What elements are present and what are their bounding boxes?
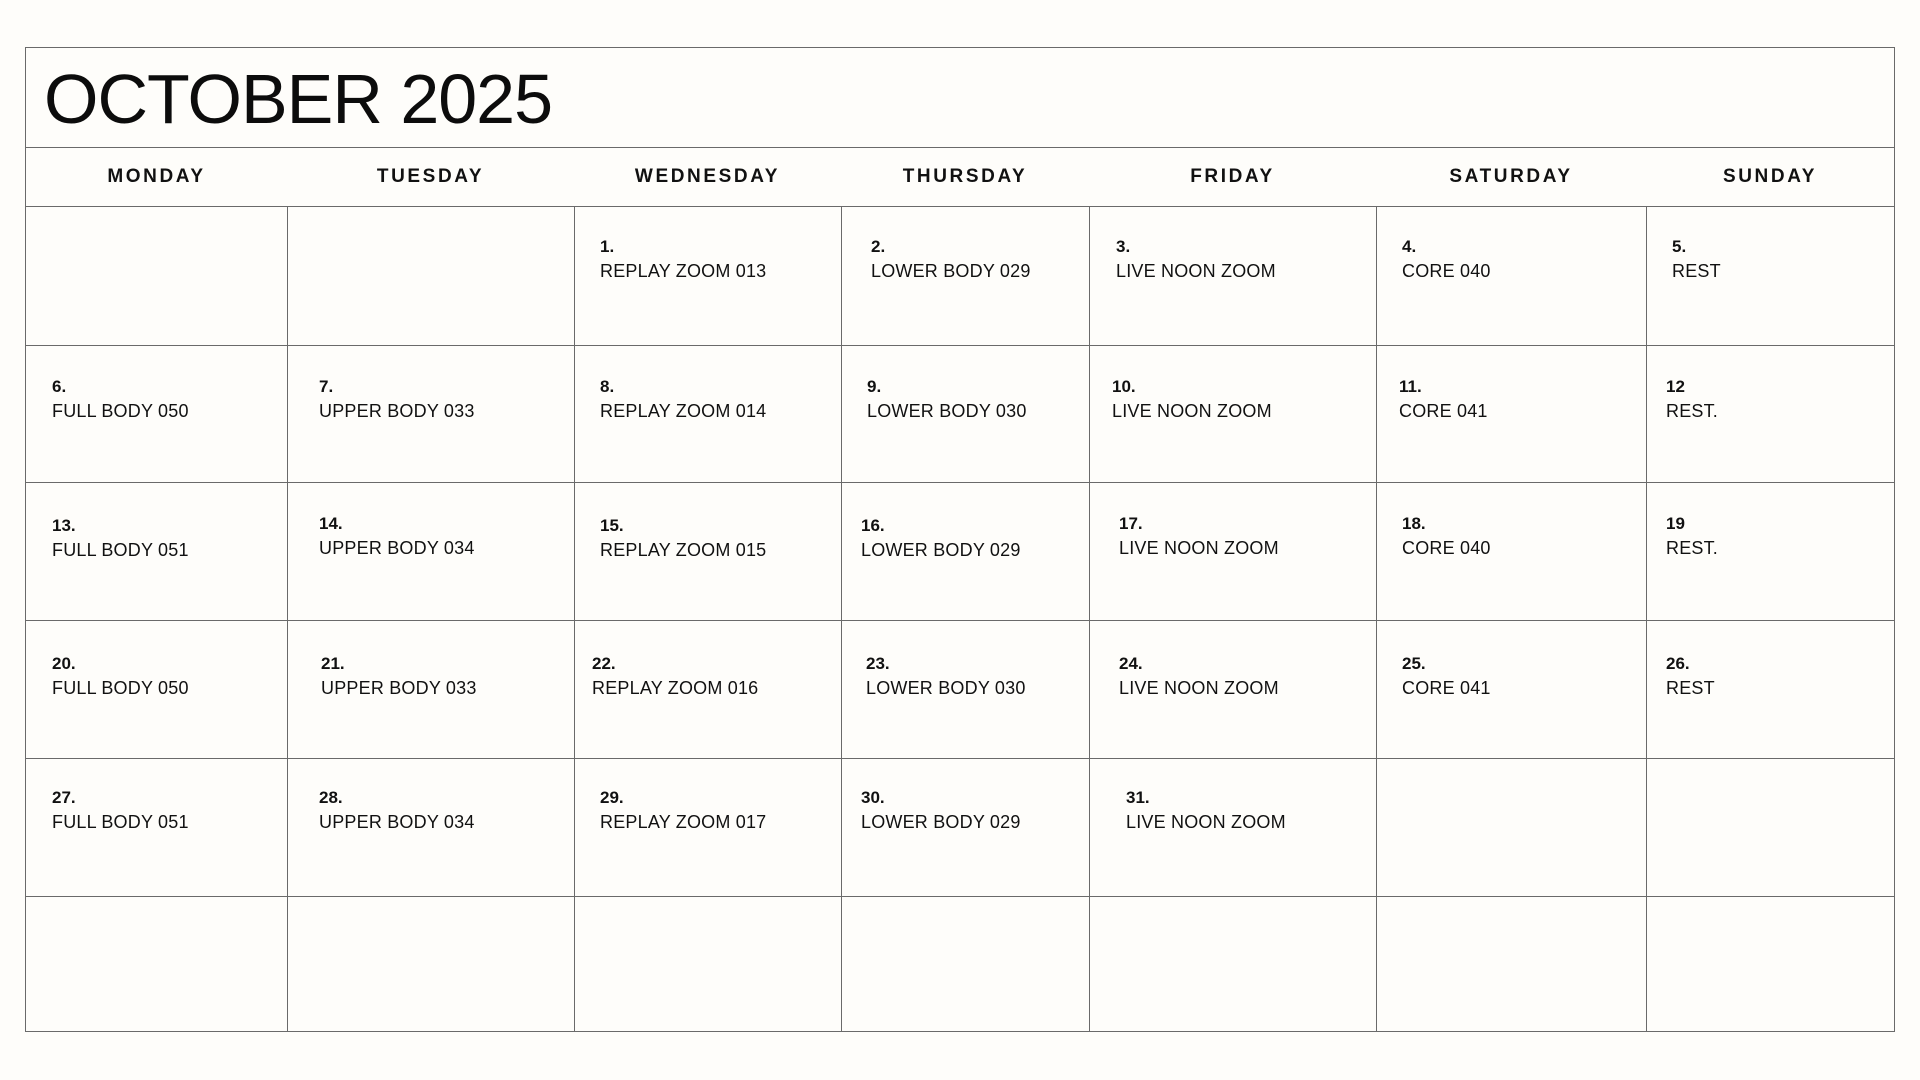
day-number: 15. — [600, 516, 624, 536]
workout-label: REST. — [1666, 538, 1719, 559]
weekday-thursday: THURSDAY — [902, 166, 1028, 187]
workout-label: LIVE NOON ZOOM — [1126, 811, 1286, 832]
day-number: 27. — [52, 787, 76, 807]
day-number: 4. — [1402, 237, 1417, 256]
day-cell[interactable] — [287, 345, 574, 483]
workout-label: FULL BODY 050 — [52, 678, 189, 699]
day-cell[interactable] — [287, 896, 574, 1034]
day-number: 20. — [52, 654, 76, 674]
day-cell[interactable] — [26, 482, 287, 620]
day-cell[interactable] — [1376, 896, 1646, 1034]
day-cell[interactable] — [1089, 896, 1376, 1034]
day-cell[interactable] — [1376, 620, 1646, 758]
day-number: 16. — [861, 516, 885, 536]
day-cell[interactable] — [574, 482, 841, 620]
day-cell[interactable] — [1089, 345, 1376, 483]
weekday-wednesday: WEDNESDAY — [634, 166, 781, 187]
workout-label: REPLAY ZOOM 017 — [600, 811, 767, 832]
day-cell[interactable] — [1646, 482, 1894, 620]
day-number: 21. — [321, 654, 345, 674]
workout-label: LOWER BODY 029 — [861, 811, 1021, 832]
workout-label: FULL BODY 051 — [52, 811, 189, 832]
day-number: 7. — [319, 376, 334, 396]
workout-label: UPPER BODY 034 — [319, 811, 475, 832]
workout-label: CORE 041 — [1399, 400, 1488, 421]
workout-label: LIVE NOON ZOOM — [1116, 261, 1276, 281]
weekday-monday: MONDAY — [107, 166, 206, 187]
weekday-sunday: SUNDAY — [1722, 166, 1818, 187]
day-cell[interactable] — [287, 482, 574, 620]
day-cell[interactable] — [574, 345, 841, 483]
day-number: 11. — [1399, 376, 1422, 396]
day-cell[interactable] — [1376, 345, 1646, 483]
weekday-saturday: SATURDAY — [1449, 166, 1573, 187]
workout-label: REPLAY ZOOM 015 — [600, 540, 767, 561]
day-number: 19 — [1666, 514, 1685, 534]
day-number: 31. — [1126, 787, 1150, 807]
day-number: 22. — [592, 654, 616, 674]
day-cell[interactable] — [1089, 207, 1376, 345]
workout-label: REPLAY ZOOM 016 — [592, 678, 759, 699]
workout-label: CORE 040 — [1402, 261, 1491, 281]
day-cell[interactable] — [26, 896, 287, 1034]
workout-label: CORE 041 — [1402, 678, 1491, 699]
day-number: 12 — [1666, 376, 1685, 396]
workout-label: CORE 040 — [1402, 538, 1491, 559]
day-cell[interactable] — [574, 758, 841, 896]
day-cell[interactable] — [841, 207, 1089, 345]
day-number: 10. — [1112, 376, 1136, 396]
day-number: 5. — [1672, 237, 1687, 256]
day-cell[interactable] — [26, 758, 287, 896]
workout-label: REST — [1672, 261, 1721, 281]
day-cell[interactable] — [1646, 896, 1894, 1034]
workout-label: UPPER BODY 034 — [319, 538, 475, 559]
day-cell[interactable] — [287, 207, 574, 345]
day-cell[interactable] — [841, 620, 1089, 758]
day-number: 3. — [1116, 237, 1131, 256]
day-cell[interactable] — [1646, 345, 1894, 483]
workout-label: LOWER BODY 030 — [867, 400, 1027, 421]
calendar-grid — [26, 207, 1894, 1031]
day-number: 25. — [1402, 654, 1426, 674]
day-number: 18. — [1402, 514, 1426, 534]
day-cell[interactable] — [841, 345, 1089, 483]
workout-label: LOWER BODY 029 — [861, 540, 1021, 561]
day-cell[interactable] — [1376, 482, 1646, 620]
day-number: 30. — [861, 787, 885, 807]
day-cell[interactable] — [1089, 758, 1376, 896]
workout-label: UPPER BODY 033 — [321, 678, 477, 699]
day-cell[interactable] — [841, 482, 1089, 620]
day-cell[interactable] — [1089, 482, 1376, 620]
workout-label: REST. — [1666, 400, 1719, 421]
workout-label: LOWER BODY 029 — [871, 261, 1031, 281]
workout-label: REPLAY ZOOM 014 — [600, 400, 767, 421]
day-cell[interactable] — [1376, 207, 1646, 345]
workout-label: LIVE NOON ZOOM — [1112, 400, 1272, 421]
weekday-tuesday: TUESDAY — [376, 166, 485, 187]
workout-label: FULL BODY 051 — [52, 540, 189, 561]
day-cell[interactable] — [1376, 758, 1646, 896]
day-cell[interactable] — [1646, 758, 1894, 896]
day-number: 1. — [600, 237, 615, 256]
day-cell[interactable] — [1089, 620, 1376, 758]
day-cell[interactable] — [574, 207, 841, 345]
day-cell[interactable] — [287, 620, 574, 758]
calendar — [25, 47, 1895, 1032]
day-number: 8. — [600, 376, 615, 396]
day-number: 13. — [52, 516, 76, 536]
day-number: 26. — [1666, 654, 1690, 674]
page-title: OCTOBER 2025 — [44, 60, 553, 138]
workout-label: REST — [1666, 678, 1715, 699]
day-cell[interactable] — [1646, 207, 1894, 345]
workout-label: UPPER BODY 033 — [319, 400, 475, 421]
day-cell[interactable] — [26, 345, 287, 483]
day-cell[interactable] — [574, 620, 841, 758]
day-number: 28. — [319, 787, 343, 807]
day-number: 17. — [1119, 514, 1143, 534]
day-cell[interactable] — [841, 758, 1089, 896]
day-number: 23. — [866, 654, 890, 674]
day-number: 2. — [871, 237, 886, 256]
day-cell[interactable] — [574, 896, 841, 1034]
day-number: 24. — [1119, 654, 1143, 674]
workout-label: LIVE NOON ZOOM — [1119, 538, 1279, 559]
title-bar — [26, 48, 1894, 148]
workout-label: REPLAY ZOOM 013 — [600, 261, 767, 281]
weekday-header-row — [26, 148, 1894, 207]
day-number: 29. — [600, 787, 624, 807]
workout-label: LOWER BODY 030 — [866, 678, 1026, 699]
weekday-friday: FRIDAY — [1190, 166, 1275, 187]
day-cell[interactable] — [287, 758, 574, 896]
day-cell[interactable] — [26, 620, 287, 758]
day-cell[interactable] — [1646, 620, 1894, 758]
day-number: 14. — [319, 514, 343, 534]
workout-label: FULL BODY 050 — [52, 400, 189, 421]
workout-label: LIVE NOON ZOOM — [1119, 678, 1279, 699]
day-number: 9. — [867, 376, 882, 396]
day-number: 6. — [52, 376, 67, 396]
day-cell[interactable] — [26, 207, 287, 345]
day-cell[interactable] — [841, 896, 1089, 1034]
